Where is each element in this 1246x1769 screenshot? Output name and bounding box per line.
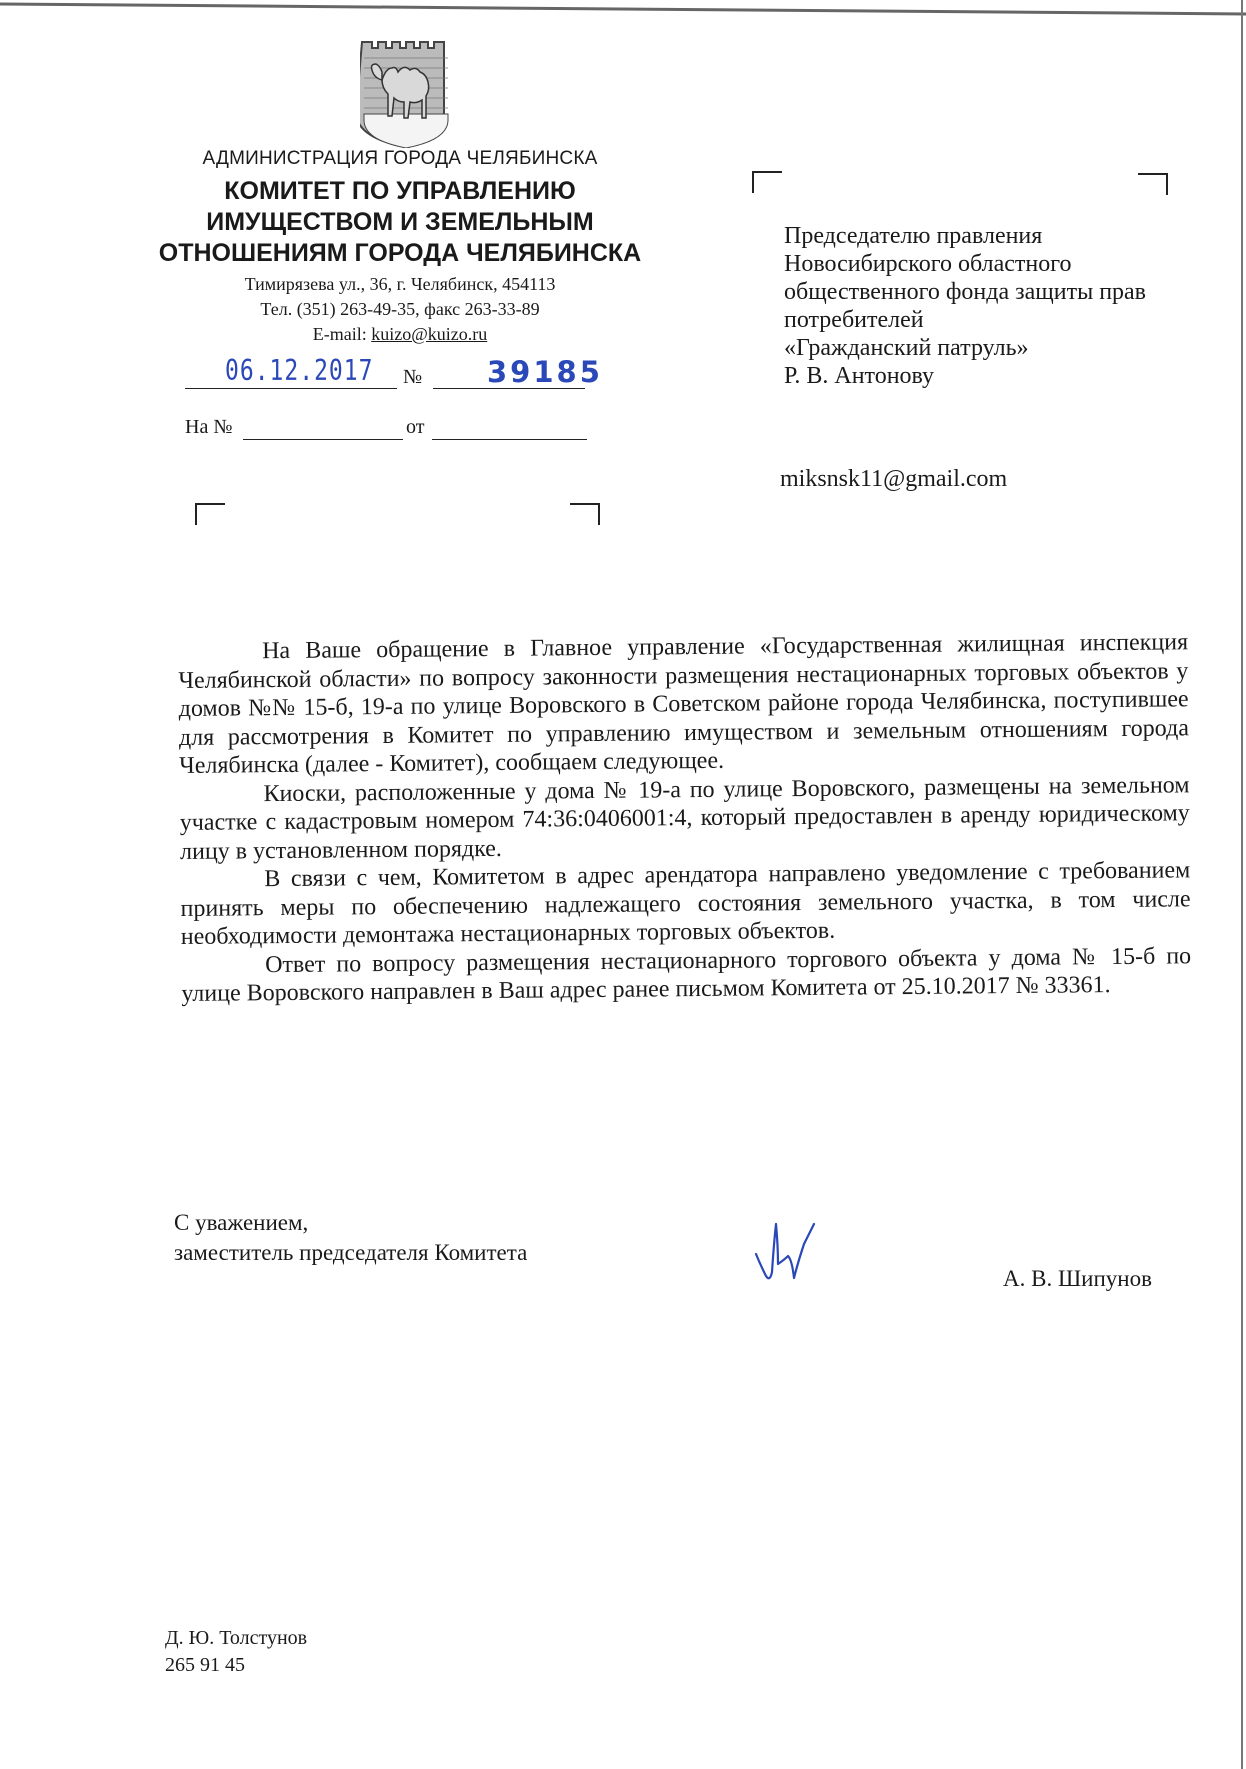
body-paragraph-1: На Ваше обращение в Главное управление «Государственная жилищная инспекция Челябинской области» по вопросу законности размещения нестационарных торговых объектов у домов №№ 15-б, 19-а по улице Воровского в Советском районе города Челябинска, поступившее для рассмотрения в Комитет по управлению имуществом и земельным отношениям города Челябинска (далее - Комитет), сообщаем следующее.	[178, 629, 1190, 779]
recipient-line-3: общественного фонда защиты прав	[784, 279, 1147, 305]
body-paragraph-4: Ответ по вопросу размещения нестационарного торгового объекта у дома № 15-б по улице Воровского направлен в Ваш адрес ранее письмом Комитета от 25.10.2017 № 33361.	[181, 942, 1192, 1007]
committee-address: Тимирязева ул., 36, г. Челябинск, 454113	[244, 274, 556, 294]
recipient-corner-right	[1138, 173, 1168, 195]
recipient-line-2: Новосибирского областного	[784, 251, 1072, 277]
corner-mark-top-right	[570, 503, 600, 525]
recipient-line-1: Председателю правления	[784, 223, 1043, 249]
signer-name: А. В. Шипунов	[1003, 1266, 1152, 1291]
signature-block	[174, 1208, 527, 1268]
reply-to-label: На №	[185, 416, 233, 438]
registration-number-stamp: 39185	[487, 355, 603, 389]
from-date-underline	[432, 409, 587, 440]
committee-title-line-3: ОТНОШЕНИЯМ ГОРОДА ЧЕЛЯБИНСКА	[158, 239, 642, 267]
coat-of-arms-emblem	[360, 40, 452, 148]
executor-name: Д. Ю. Толстунов	[165, 1627, 308, 1649]
recipient-line-6: Р. В. Антонову	[784, 363, 935, 389]
recipient-block	[784, 222, 1204, 390]
email-label: E-mail:	[312, 324, 372, 344]
recipient-corner-left	[752, 171, 782, 193]
from-label: от	[406, 416, 425, 438]
recipient-line-5: «Гражданский патруль»	[784, 335, 1029, 361]
registration-date-stamp: 06.12.2017	[225, 354, 374, 388]
number-sign: №	[403, 366, 423, 388]
corner-mark-top-left	[195, 503, 225, 525]
committee-phone-fax: Тел. (351) 263-49-35, факс 263-33-89	[260, 299, 540, 319]
signer-position: заместитель председателя Комитета	[174, 1240, 528, 1265]
reply-number-underline	[243, 409, 403, 440]
body-paragraph-2: Киоски, расположенные у дома № 19-а по улице Воровского, размещены на земельном участке с кадастровым номером 74:36:0406001:4, который предоставлен в аренду юридическому лицу в установленном порядке.	[179, 771, 1190, 865]
administration-title: АДМИНИСТРАЦИЯ ГОРОДА ЧЕЛЯБИНСКА	[202, 148, 598, 169]
handwritten-signature	[752, 1212, 842, 1302]
committee-title-line-1: КОМИТЕТ ПО УПРАВЛЕНИЮ	[224, 177, 576, 205]
committee-email-link[interactable]: kuizo@kuizo.ru	[371, 324, 488, 344]
letter-body	[178, 628, 1192, 1008]
body-paragraph-3: В связи с чем, Комитетом в адрес арендатора направлено уведомление с требованием принять меры по обеспечению надлежащего состояния земельного участка, в том числе необходимости демонтажа нестационарных торговых объектов.	[180, 857, 1191, 950]
closing-phrase: С уважением,	[174, 1210, 309, 1235]
recipient-line-4: потребителей	[784, 307, 924, 333]
committee-title-line-2: ИМУЩЕСТВОМ И ЗЕМЕЛЬНЫМ	[206, 208, 594, 236]
executor-block	[165, 1625, 307, 1679]
committee-email-line	[150, 322, 650, 346]
executor-phone: 265 91 45	[165, 1654, 245, 1676]
recipient-email: miksnsk11@gmail.com	[780, 466, 1008, 492]
